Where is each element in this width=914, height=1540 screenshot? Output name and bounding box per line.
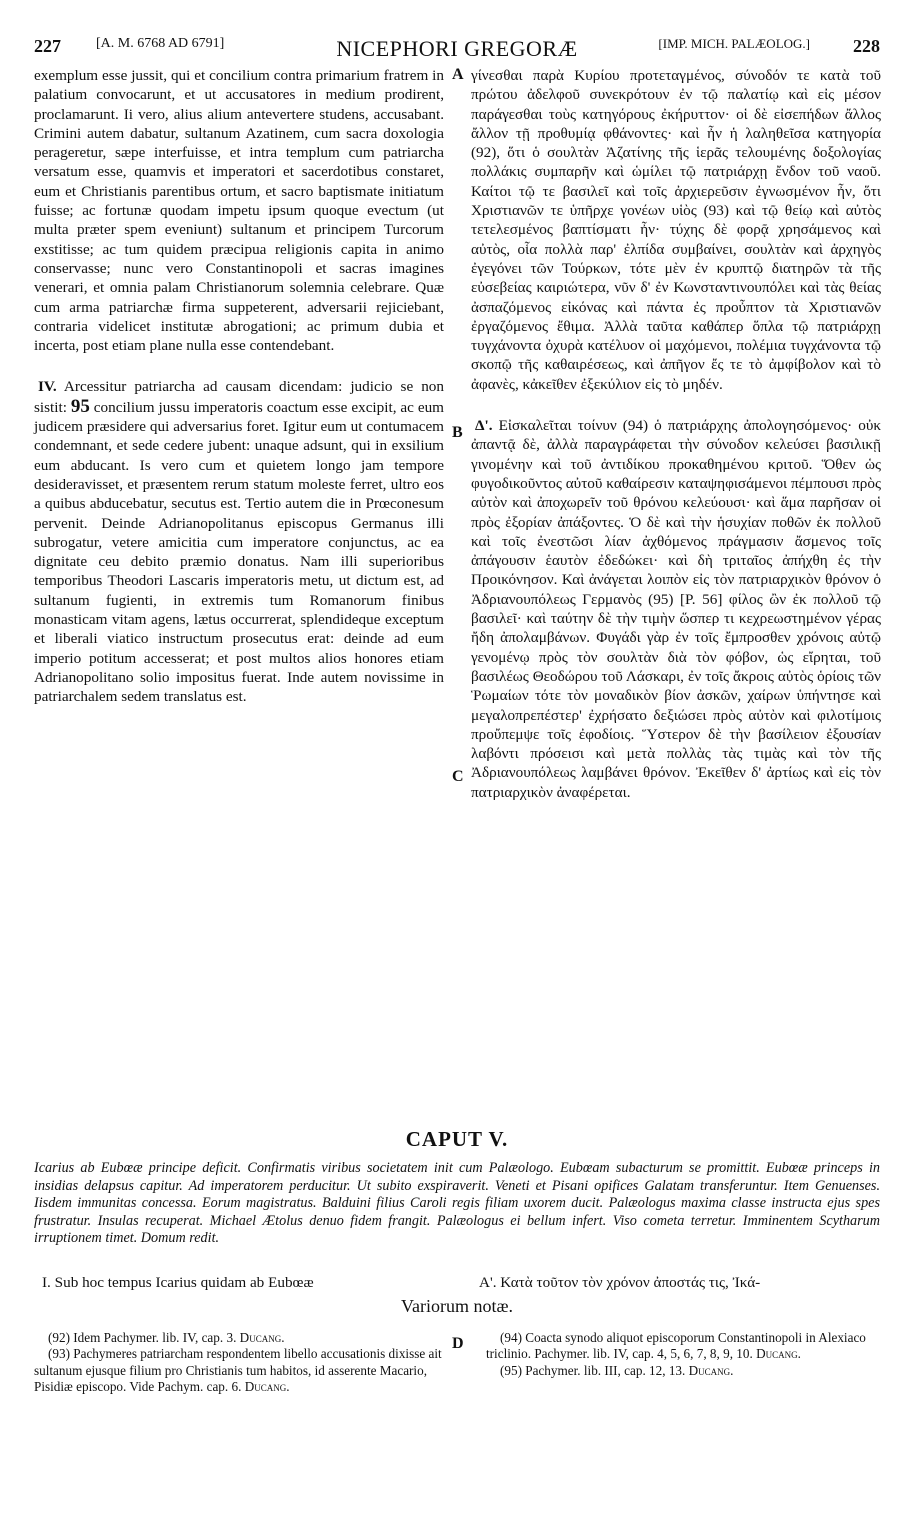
- greek-column: [471, 66, 881, 802]
- emperor-reference: [IMP. MICH. PALÆOLOG.]: [658, 36, 810, 51]
- page-number-right: 228: [853, 36, 880, 56]
- latin-section-text-b: concilium jussu imperatoris coactum esse excipit, ac eum judicem præsidere qui adversarius foret. Igitur eum ut contumacem condemnant, et sede cedere jubent: unaque adsunt, qui in exsilium eum abducant. Is vero cum et quietem longo jam tempore desideravisset, et præsentem rerum statum moleste ferret, ultro eos a quibus abducebatur, secutus est. Tertio autem die in Prœconesum pervenit. Deinde Adrianopolitanus episcopus Germanus illi subrogatur, vetere amicitia cum imperatore conjunctus, ac ea dignitate ceu debito præmio donatus. Nam illi superioribus temporibus Theodori Lascaris imperatoris metu, ut dictum est, ad sultanum fugienti, in extremis tum Romanorum finibus monasticam vitam agens, lætus occurrerat, splendideque exceptum et liberali viatico instructum prosecutus erat: deinde ad eum imperio potitum accesserat; et post multos alios honores etiam Adrianopolitano solio impositus fuerat. Inde autem novissime in patriarchalem sedem translatus est.: [34, 398, 444, 706]
- notes-heading: Variorum notæ.: [401, 1296, 513, 1316]
- greek-section-label: Δ'.: [475, 417, 493, 435]
- margin-marker-a: A: [452, 66, 464, 83]
- running-title: NICEPHORI GREGORÆ: [336, 36, 578, 61]
- latin-section-label: IV.: [38, 378, 57, 396]
- notes-left-column: [34, 1330, 444, 1396]
- latin-paragraph-1: exemplum esse jussit, qui et concilium contra primarium fratrem in palatium convocarunt, et ut accusatores in medium prodirent, proclamarunt. Ii vero, alius alium anteverterе studens, accusabant. Crimini autem dabatur, sultanum Azatinem, cum sacra doxologia perageretur, sæpe interfuisse, et intra templum cum patriarcha versatum esse, quamvis et imperatori et sacerdotibus constaret, eum et Christianis parentibus ortum, et sacro baptismate initiatum fuisse; ac fortunæ quodam impetu ipsum quoque evectum (ut multa præter spem eveniunt) sultanum et principem Turcorum exstitisse; ac tum quidem præcipua religionis capita in animo conservasse; nunc vero Constantinopoli et sacras imagines venerari, et omnia palam Christianorum solemnia celebrare. Quæ cum arma patriarchæ firma suppeterent, adversarii rejiciebant, contraria videlicet institutæ abrogationi; ac primum dubia et incerta, post etiam plane nulla esse contendebant.: [34, 67, 444, 355]
- greek-section-text: Εἰσκαλεῖται τοίνυν (94) ὁ πατριάρχης ἀπολογησόμενος· οὐκ ἀπαντᾷ δὲ, ἀλλὰ παραγράφεται τὴν σύνοδον κελεύσει βασιλικῇ γινομένην καὶ τοῦ ἀντιδίκου προκαθημένου κριτοῦ. Ὅθεν ὡς φυγοδικοῦντος αὐτοῦ καθαίρεσιν καταψηφισάμενοι πέμπουσι πρὸς αὐτὸν καὶ ἀποχωρεῖν τοῦ θρόνου κελεύουσι· καὶ ἅμα παρῆσαν οἱ πρὸς ἐξορίαν ἀπάξοντες. Ὁ δὲ καὶ τὴν ἡσυχίαν ποθῶν ἐκ πολλοῦ καὶ τοῖς ἐνεστῶσι λίαν ἀχθόμενος πράγμασιν ἄσμενος τοῖς ἀπάγουσιν ἑαυτὸν ἐδεδώκει· καὶ δὴ τριταῖος ἀπήχθη ἐς τὴν Προικόνησον. Καὶ ἀνάγεται λοιπὸν εἰς τὸν πατριαρχικὸν θρόνον ὁ Ἀδριανουπόλεως Γερμανὸς (95) [P. 56] φίλος ὢν ἐκ πολλοῦ τῷ βασιλεῖ· καὶ ταύτην δὲ τὴν τιμὴν ὥσπερ τι κεχρεωστημένον γέρας ἤδη ἀπολαμβάνων. Φυγάδι γὰρ ἐν τοῖς ἔμπροσθεν χρόνοις αὐτῷ γενομένῳ πρὸς τὸν σουλτὰν διὰ τὸν φόβον, ὡς εἴρηται, τοῦ βασιλέως Θεοδώρου τοῦ Λάσκαρι, ἐν τοῖς ἄκροις αὐτὸς ὁρίοις τῶν Ῥωμαίων τότε τὸν μοναδικὸν βίον ἀσκῶν, χαίρων ὑπήντησε καὶ μεγαλοπρεπέστερ' ἐχρήσατο δεξιώσει πρὸς αὐτὸν καὶ φιλοτίμοις προὔπεμψε τοῖς ἐφοδίοις. Ὕστερον δὲ τὴν βασίλειον ἐξουσίαν λαβόντι πρόσεισι καὶ μετὰ πολλὰς τὰς τιμὰς καὶ τὸν τῆς Ἀδριανουπόλεως λαμβάνει θρόνον. Ἐκεῖθεν δ' ἀρτίως καὶ εἰς τὸν πατριαρχικὸν ἀναφέρεται.: [471, 417, 882, 801]
- note-author: Ducang.: [244, 1379, 290, 1395]
- page-number-left: 227: [34, 36, 61, 56]
- year-reference: [A. M. 6768 AD 6791]: [96, 36, 225, 51]
- chapter-heading: CAPUT V.: [405, 1127, 509, 1151]
- latin-column: [34, 66, 444, 707]
- note-92: (92) Idem Pachymer. lib. IV, cap. 3. Ducang.: [48, 1330, 285, 1345]
- greek-section-alpha-start: Α'. Κατὰ τοῦτον τὸν χρόνον ἀποστάς τις, Ἰκά-: [479, 1274, 761, 1291]
- note-author: Ducang.: [756, 1346, 801, 1362]
- greek-section-delta: [471, 416, 881, 802]
- note-93: (93) Pachymeres patriarcham respondentem libello accusationis dixisse ait sultanum ejusque filium pro Christianis tum habitos, id asserente Macario, Pisidiæ episcopo. Vide Pachym. cap. 6. Ducang.: [34, 1346, 442, 1395]
- chapter-summary: Icarius ab Eubœæ principe deficit. Confirmatis viribus societatem init cum Palæologo. Eubœam subacturum se promittit. Eubœæ princeps in insidias delapsus capitur. Ad imperatorem perducitur. Ut subito exspiraverit. Veneti et Pisani opifices Galatam transferuntur. Item Genuenses. Iisdem immunitas concessa. Eorum magistratus. Balduini filius Caroli regis filiam uxorem ducit. Palæologus maxima classe instructa ejus spes frustratur. Insulas recuperat. Michael Ætolus denuo fidem frangit. Palæologus ei bellum infert. Viso cometa terretur. Imminentem Scytharum irruptionem timet. Domum redit.: [34, 1160, 880, 1247]
- margin-marker-c: C: [452, 768, 464, 785]
- latin-section-text-a: Arcessitur patriarcha ad causam dicendam: judicio se non sistit:: [34, 378, 444, 416]
- margin-marker-b: B: [452, 424, 463, 441]
- page-reference-number: 95: [70, 395, 90, 417]
- notes-right-column: [486, 1330, 881, 1379]
- greek-paragraph-1: γίνεσθαι παρὰ Κυρίου προτεταγμένος, σύνοδόν τε κατὰ τοῦ πρώτου ἀδελφοῦ συνεκρότουν ἐν τῷ παλατίῳ καὶ εἰς μέσον παράγεσθαι τοὺς κατηγόρους ἐκήρυττον· οἱ δὲ εἰσεπήδων ἄλλος ἄλλον τῇ προθυμίᾳ φθάνοντες· καὶ ἦν ἡ λαληθεῖσα κατηγορία (92), ὅτι ὁ σουλτὰν Ἀζατίνης τῆς ἱερᾶς τελουμένης δοξολογίας πολλάκις συμπαρῆν καὶ ὡμίλει τῷ πατριάρχῃ ἔνδον τοῦ ναοῦ. Καίτοι τῷ τε βασιλεῖ καὶ τοῖς ἀρχιερεῦσιν ἐγνωσμένον ἦν, ὅτι Χριστιανῶν τε ὑπῆρχε γονέων υἱὸς (93) καὶ τῷ θείῳ καὶ αὐτὸς τετελεσμένος βαπτίσματι ἦν· τύχης δὲ φορᾷ χρησάμενος καὶ αὐτὸς, οἷα πολλὰ παρ' ἐλπίδα συμβαίνει, σουλτὰν καὶ ἀρχηγὸς ἐγεγόνει τῶν Τούρκων, τότε μὲν ἐν κρυπτῷ διατηρῶν τὰ τῆς εὐσεβείας καιριώτερα, νῦν δ' ἐν Κωνσταντινουπόλει καὶ τὰς θείας ἀσπαζόμενος εἰκόνας καὶ πάντα ἐς προὖπτον τὰ Χριστιανῶν ἐργαζόμενος ἔθιμα. Ἀλλὰ ταῦτα καθάπερ ὅπλα τῷ πατριάρχῃ τυγχάνοντα ὀχυρὰ κατέλυον οἱ μαχόμενοι, πολέμια τυγχάνοντα τῷ σκοπῷ τῆς καθαιρέσεως, καὶ ἀπῆγον ἔς τε τὸ ἀμφίβολον καὶ τὸ ἀφανὲς, κἀκεῖθεν ἐξεκύλιον εἰς τὸ μηδέν.: [471, 67, 881, 393]
- latin-section-iv: [34, 377, 444, 706]
- latin-section-i-start: I. Sub hoc tempus Icarius quidam ab Eubœæ: [42, 1274, 314, 1291]
- note-94: (94) Coacta synodo aliquot episcoporum Constantinopoli in Alexiaco triclinio. Pachymer. lib. IV, cap. 4, 5, 6, 7, 8, 9, 10. Ducang.: [486, 1330, 866, 1362]
- note-author: Ducang.: [239, 1330, 285, 1345]
- margin-marker-d: D: [452, 1335, 464, 1352]
- running-header: [34, 36, 880, 62]
- note-author: Ducang.: [688, 1362, 734, 1378]
- note-95: (95) Pachymer. lib. III, cap. 12, 13. Ducang.: [500, 1362, 734, 1378]
